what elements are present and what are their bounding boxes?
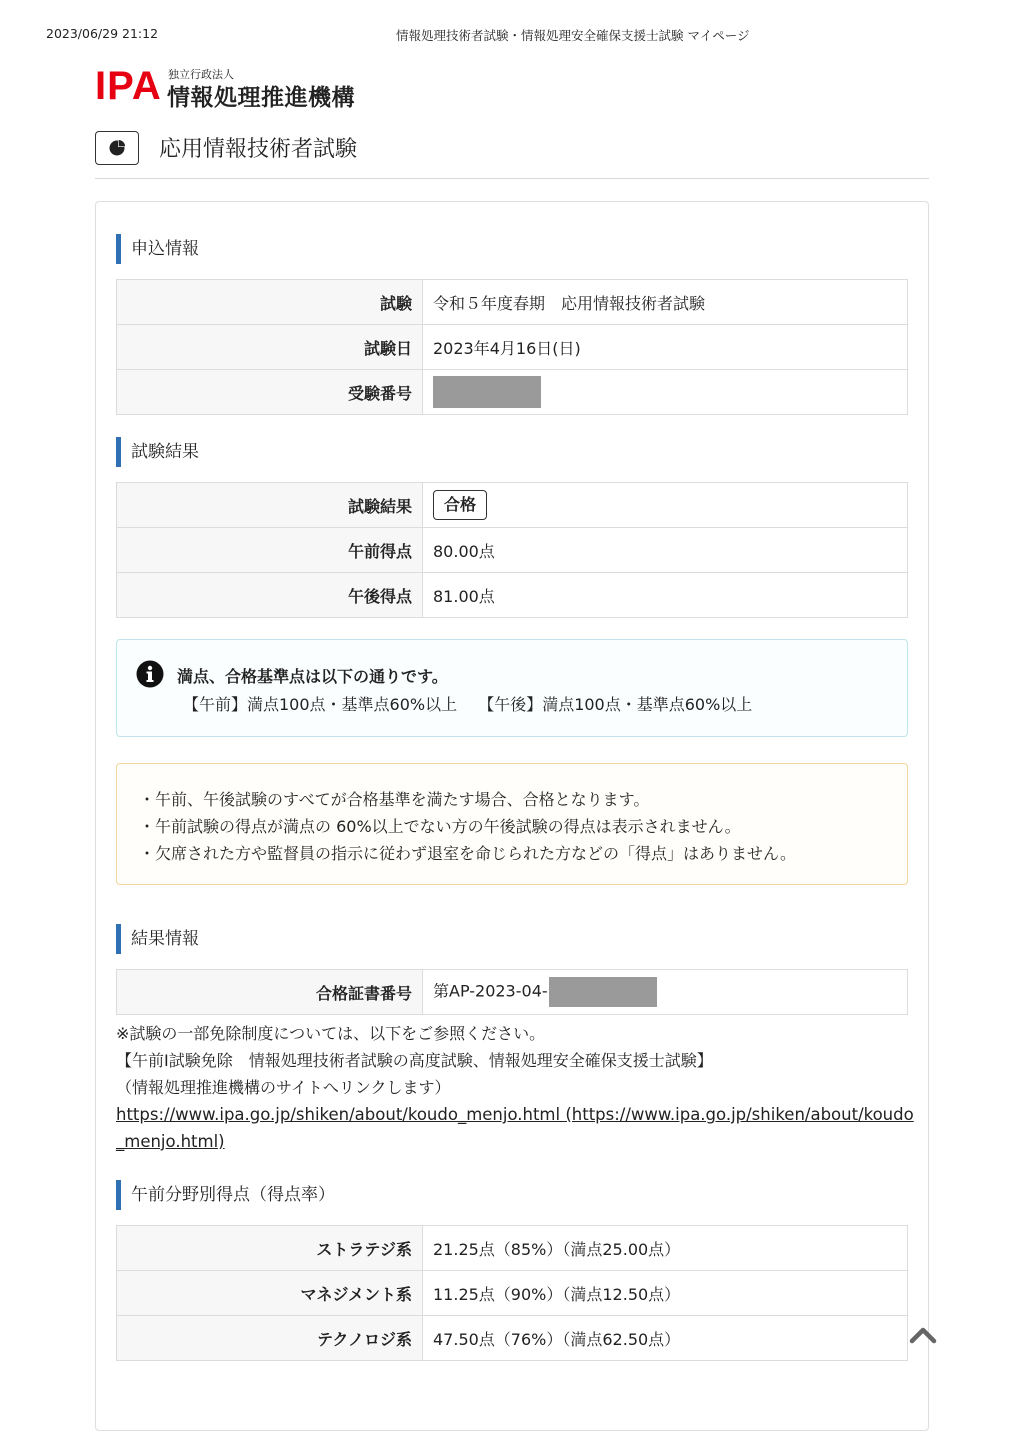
result-info-table bbox=[116, 969, 908, 1015]
scroll-to-top-button[interactable] bbox=[908, 1325, 938, 1345]
redacted-block bbox=[549, 977, 657, 1007]
page-title: 応用情報技術者試験 bbox=[159, 137, 358, 162]
external-link-note: （情報処理推進機構のサイトへリンクします） bbox=[116, 1078, 451, 1097]
section-title-result: 試験結果 bbox=[116, 437, 199, 467]
application-table bbox=[116, 279, 908, 415]
examinee-number-cell bbox=[423, 370, 908, 415]
row-label: 午後得点 bbox=[117, 573, 423, 618]
table-row bbox=[117, 280, 908, 325]
redacted-block bbox=[433, 376, 541, 408]
row-label: テクノロジ系 bbox=[117, 1316, 423, 1361]
list-item: ・午前、午後試験のすべてが合格基準を満たす場合、合格となります。 bbox=[139, 790, 650, 809]
table-row bbox=[117, 1226, 908, 1271]
row-label: ストラテジ系 bbox=[117, 1226, 423, 1271]
section-title-morning-scores: 午前分野別得点（得点率） bbox=[116, 1180, 335, 1210]
list-item: ・欠席された方や監督員の指示に従わず退室を命じられた方などの「得点」はありません。 bbox=[139, 844, 796, 863]
ipa-logo-mark: IPA bbox=[95, 64, 162, 108]
row-value: 47.50点（76%）（満点62.50点） bbox=[423, 1316, 908, 1361]
print-header bbox=[0, 24, 1022, 44]
row-label: 午前得点 bbox=[117, 528, 423, 573]
logo-org-name: 情報処理推進機構 bbox=[167, 85, 355, 111]
result-status-cell bbox=[423, 483, 908, 528]
row-label: 試験日 bbox=[117, 325, 423, 370]
row-value: 21.25点（85%）（満点25.00点） bbox=[423, 1226, 908, 1271]
row-label: 試験結果 bbox=[117, 483, 423, 528]
morning-scores-table bbox=[116, 1225, 908, 1361]
row-label: 合格証書番号 bbox=[117, 970, 423, 1015]
table-row bbox=[117, 528, 908, 573]
table-row bbox=[117, 370, 908, 415]
row-value: 令和５年度春期 応用情報技術者試験 bbox=[423, 280, 908, 325]
row-label: 受験番号 bbox=[117, 370, 423, 415]
table-row bbox=[117, 573, 908, 618]
info-note-detail: 【午前】満点100点・基準点60%以上 【午後】満点100点・基準点60%以上 bbox=[183, 695, 753, 714]
row-label: 試験 bbox=[117, 280, 423, 325]
table-row bbox=[117, 325, 908, 370]
row-value: 11.25点（90%）（満点12.50点） bbox=[423, 1271, 908, 1316]
section-title-application: 申込情報 bbox=[116, 234, 199, 264]
print-datetime: 2023/06/29 21:12 bbox=[46, 26, 159, 41]
pie-chart-icon bbox=[95, 131, 139, 165]
table-row bbox=[117, 970, 908, 1015]
exemption-title: 【午前Ⅰ試験免除 情報処理技術者試験の高度試験、情報処理安全確保支援士試験】 bbox=[116, 1051, 713, 1070]
info-note bbox=[116, 639, 908, 737]
chevron-up-icon bbox=[908, 1325, 938, 1345]
table-row bbox=[117, 1316, 908, 1361]
row-label: マネジメント系 bbox=[117, 1271, 423, 1316]
exemption-link[interactable]: https://www.ipa.go.jp/shiken/about/koudo_menjo.html (https://www.ipa.go.jp/shiken/about/koudo_menjo.html) bbox=[116, 1105, 914, 1151]
row-value: 2023年4月16日(日) bbox=[423, 325, 908, 370]
print-page-title: 情報処理技術者試験・情報処理安全確保支援士試験 マイページ bbox=[396, 28, 750, 43]
result-table bbox=[116, 482, 908, 618]
row-value: 81.00点 bbox=[423, 573, 908, 618]
warning-note bbox=[116, 763, 908, 885]
section-title-result-info: 結果情報 bbox=[116, 924, 199, 954]
cert-number-prefix: 第AP-2023-04- bbox=[433, 981, 548, 1001]
info-note-heading: 満点、合格基準点は以下の通りです。 bbox=[177, 667, 448, 686]
pass-badge: 合格 bbox=[433, 490, 487, 520]
exemption-note: ※試験の一部免除制度については、以下をご参照ください。 bbox=[116, 1024, 546, 1043]
logo-subtitle: 独立行政法人 bbox=[168, 68, 234, 81]
page-header bbox=[95, 130, 929, 179]
table-row bbox=[117, 1271, 908, 1316]
cert-number-cell bbox=[423, 970, 908, 1015]
list-item: ・午前試験の得点が満点の 60%以上でない方の午後試験の得点は表示されません。 bbox=[139, 817, 741, 836]
table-row bbox=[117, 483, 908, 528]
row-value: 80.00点 bbox=[423, 528, 908, 573]
info-circle-icon bbox=[136, 660, 164, 692]
